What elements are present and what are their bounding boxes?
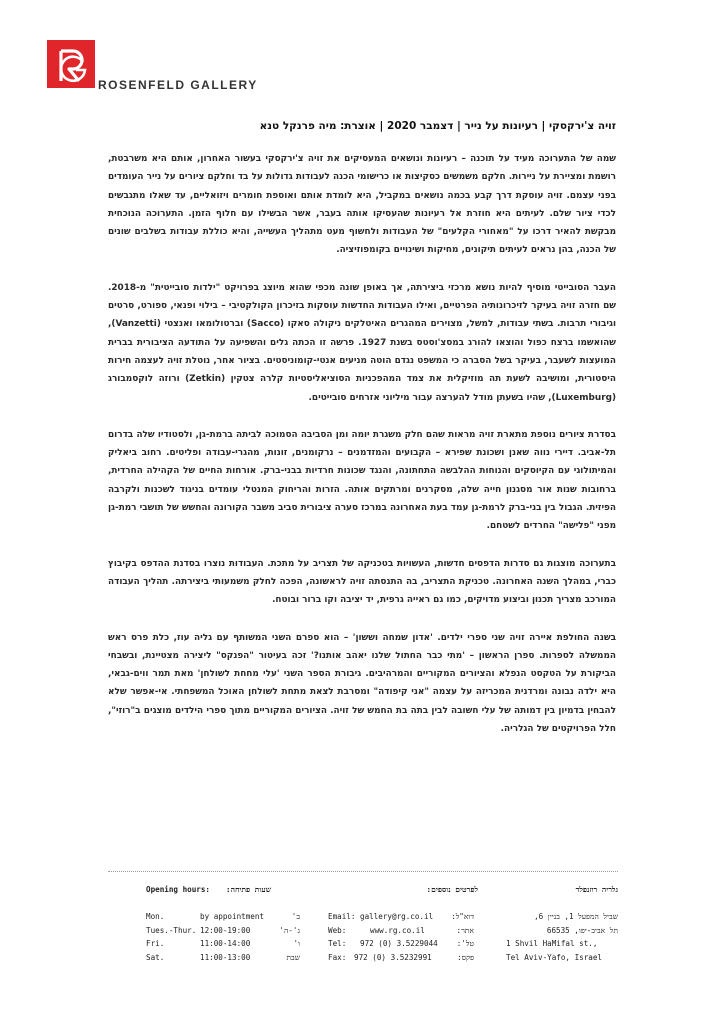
article-body: [108, 150, 616, 757]
address-line-en: 1 Shvil HaMifal st.,: [506, 939, 598, 948]
website-link[interactable]: www.rg.co.il: [370, 925, 425, 935]
contact-label-en: Fax:: [328, 952, 347, 962]
paragraph: העבר הסובייטי מוסיף להיות נושא מרכזי ביצירתה, אך באופן שונה מכפי שהוא מיוצג בפרויקט "ילדות סובייטית" מ-2018. שם חזרה זויה בעיקר לזיכרונותיה הפרטיים, ואילו העבודות החדשות עוסקות בזיכרון הקולקטיבי – בילוי ופנאי, ספורט, סרטים וגיבורי תרבות. בשתי עבודות, למשל, מצוירים המהגרים האיטלקים ניקולה סאקו (Sacco) וברטולומאו ואנצטי (Vanzetti), שהואשמו ברצח כפול והוצאו להורג במסצ'וסטס בשנת 1927. פרשה זו הכתה גלים והשפיעה על התודעה הציבורית בברית המועצות לשעבר, בעיקר בשל הסברה כי המשפט נגדם הוטה מניעים אנטי-קומוניסטים. בציור אחר, נוטלת זויה לעצמה חירות היסטורית, ומושיבה לשעת תה מוזיקלית את צמד המהפכניות הסוציאליסטיות קלרה צטקין (Zetkin) ורוזה לוקסמבורג (Luxemburg), שהיו בשעתן מודל להערצה עבור מיליוני אזרחים סובייטים.: [108, 282, 617, 403]
paragraph: בסדרת ציורים נוספת מתארת זויה מראות שהם חלק משגרת יומה ומן הסביבה הסמוכה לביתה ברמת-גן, ולסטודיו שלה בדרום תל-אביב. דיירי נווה שאנן ושכונת שפירא – הקבועים והמזדמנים – נרקומנים, זונות, מהגרי-עבודה ופליטים. רחוב ביאליק והמיתולוגי עם הקיוסקים והנוחות ההלבשה התחתונה, והנגד שכונות חרדיות בבני-ברק. אורחות החיים של הקהילה החרדית, ברחובות שנות אור מסגנון חייה שלה, מסקרנים ומרתקים אותה. הזרות והריחוק המנטלי עומדים בניגוד לשכנות ולקרבה הפיזית. הגבול בין בני-ברק לרמת-גן עמד בעת האחרונה במרכז סערה ציבורית סביב משבר הקורונה והחשש של תושבי רמת-גן מפני "פלישה" החרדים לשטחם.: [108, 429, 616, 532]
day-en: Sat.: [146, 952, 165, 962]
hours-column: [200, 880, 271, 964]
fax-number: 972 (0) 3.5232991: [354, 952, 432, 962]
info-label-he: לפרטים נוספים:: [426, 885, 478, 894]
footer-divider: [108, 871, 618, 872]
day-he: שבת: [286, 952, 300, 962]
contact-label-he: פקס:: [457, 952, 474, 962]
gallery-name-he: גלריה רוזנפלד: [575, 885, 618, 894]
contact-labels-he-column: [426, 880, 478, 964]
day-he: ג'-ה': [279, 925, 300, 935]
contact-label-en: Tel:: [328, 939, 347, 948]
address-line-he: תל אביב-יפו, 66535: [546, 925, 618, 935]
hours-value: 12:00-19:00: [200, 925, 251, 935]
opening-hours-label-he: שעות פתיחה:: [226, 885, 272, 894]
gallery-name: ROSENFELD GALLERY: [98, 78, 258, 92]
contact-label-he: טל':: [456, 939, 474, 948]
paragraph: שמה של התערוכה מעיד על תוכנה – רעיונות ונושאים המעסיקים את זויה צ'ירקסקי בעשור האחרון, אותם היא משרבטת, רושמת ומציירת על ניירות. חלקם משמשים כסקיצות או כרישומי הכנה לעבודות גדולות על בד וחלקם ציורים על נייר העומדים בפני עצמם. זויה עוסקת דרך קבע בכמה נושאים במקביל, היא לומדת אותם ואוספת חומרים ויזואליים, עד שאלו מתגבשים לכדי ציור שלם. לעיתים היא חוזרת אל רעיונות שהעסיקו אותה בעבר, אשר הבשילו עם חלוף הזמן. התערוכה הנוכחית מבקשת להאיר דרכו על "מאחורי הקלעים" של העבודות ולחשוף מעט מתהליך העשייה, והיא כוללת עבודות בשלבים שונים של הכנה, בהן נראים לעיתים תיקונים, מחיקות ושינויים בקומפוזיציה.: [108, 154, 616, 256]
rosenfeld-logo-icon: [47, 40, 95, 88]
hours-value: by appointment: [200, 912, 265, 921]
contact-label-he: אתר:: [456, 925, 474, 935]
day-en: Fri.: [146, 939, 165, 948]
address-column: [506, 880, 618, 964]
day-en: Mon.: [146, 912, 165, 921]
phone-number: 972 (0) 3.5229044: [360, 939, 438, 948]
address-line-he: שביל המפעל 1, בניין 6,: [534, 912, 618, 921]
day-he: ב': [291, 912, 300, 921]
paragraph: בשנה החולפת איירה זויה שני ספרי ילדים. 'אדון שמחה וששון' – הוא ספרם השני המשותף עם גליה עוז, כלת פרס ראש הממשלה לספרות. ספרן הראשון – 'מתי כבר החתול שלנו יאהב אותנו?' זכה בעיטור "הפנקס" ליצירה מצטיינת, ובשבחי הביקורת על הטקסט הנפלא והציורים המקוריים והמרהיבים. גיבורת הספר השני 'עלי מחחת לשולחן' מאת תמר ווים-גבאי, היא ילדה נבונה ומרדנית המכריזה על עצמה "אני קיפודה" ומסרבת לצאת מתחת לשולחן האוכל המשפחתי. אי-אפשר שלא להבחין בדמיון בין דמותה של עלי חשובה לבין בתה בת החמש של זויה. הציורים המקוריים מתוך ספרי הילדים מוצגים ב"רוזי", חלל הפרויקטים של הגלריה.: [108, 632, 616, 735]
contact-label-he: דוא"ל:: [451, 912, 474, 921]
paragraph: בתערוכה מוצגות גם סדרות הדפסים חדשות, העשויות בטכניקה של תצריב על מתכת. העבודות נוצרו בסדנת ההדפס בקיבוץ כברי, במהלך השנה האחרונה. טכניקת התצריב, בה התנסתה זויה לראשונה, הפכה לחלק משמעותי ביצירתה. תהליך העבודה המורכב מצריך תכנון וביצוע מדויקים, כמו גם ראייה גרפית, יד יציבה וקו ברור ובוטח.: [108, 558, 616, 606]
address-line-en: Tel Aviv-Yafo, Israel: [506, 952, 603, 962]
footer: [146, 880, 618, 990]
contact-label-en: Web:: [328, 925, 347, 935]
days-he-column: [270, 880, 300, 964]
hours-value: 11:00-13:00: [200, 952, 251, 962]
hours-value: 11:00-14:00: [200, 939, 251, 948]
day-en: Tues.-Thur.: [146, 925, 197, 935]
contact-label-en: Email:: [328, 912, 356, 921]
page-title: זויה צ'ירקסקי | רעיונות על נייר | דצמבר 2020 | אוצרת: מיה פרנקל טנא: [259, 120, 616, 132]
opening-hours-label: Opening hours:: [146, 885, 211, 894]
email-link[interactable]: gallery@rg.co.il: [360, 912, 434, 921]
day-he: ו': [293, 939, 300, 948]
contact-labels-en-column: [328, 880, 355, 964]
